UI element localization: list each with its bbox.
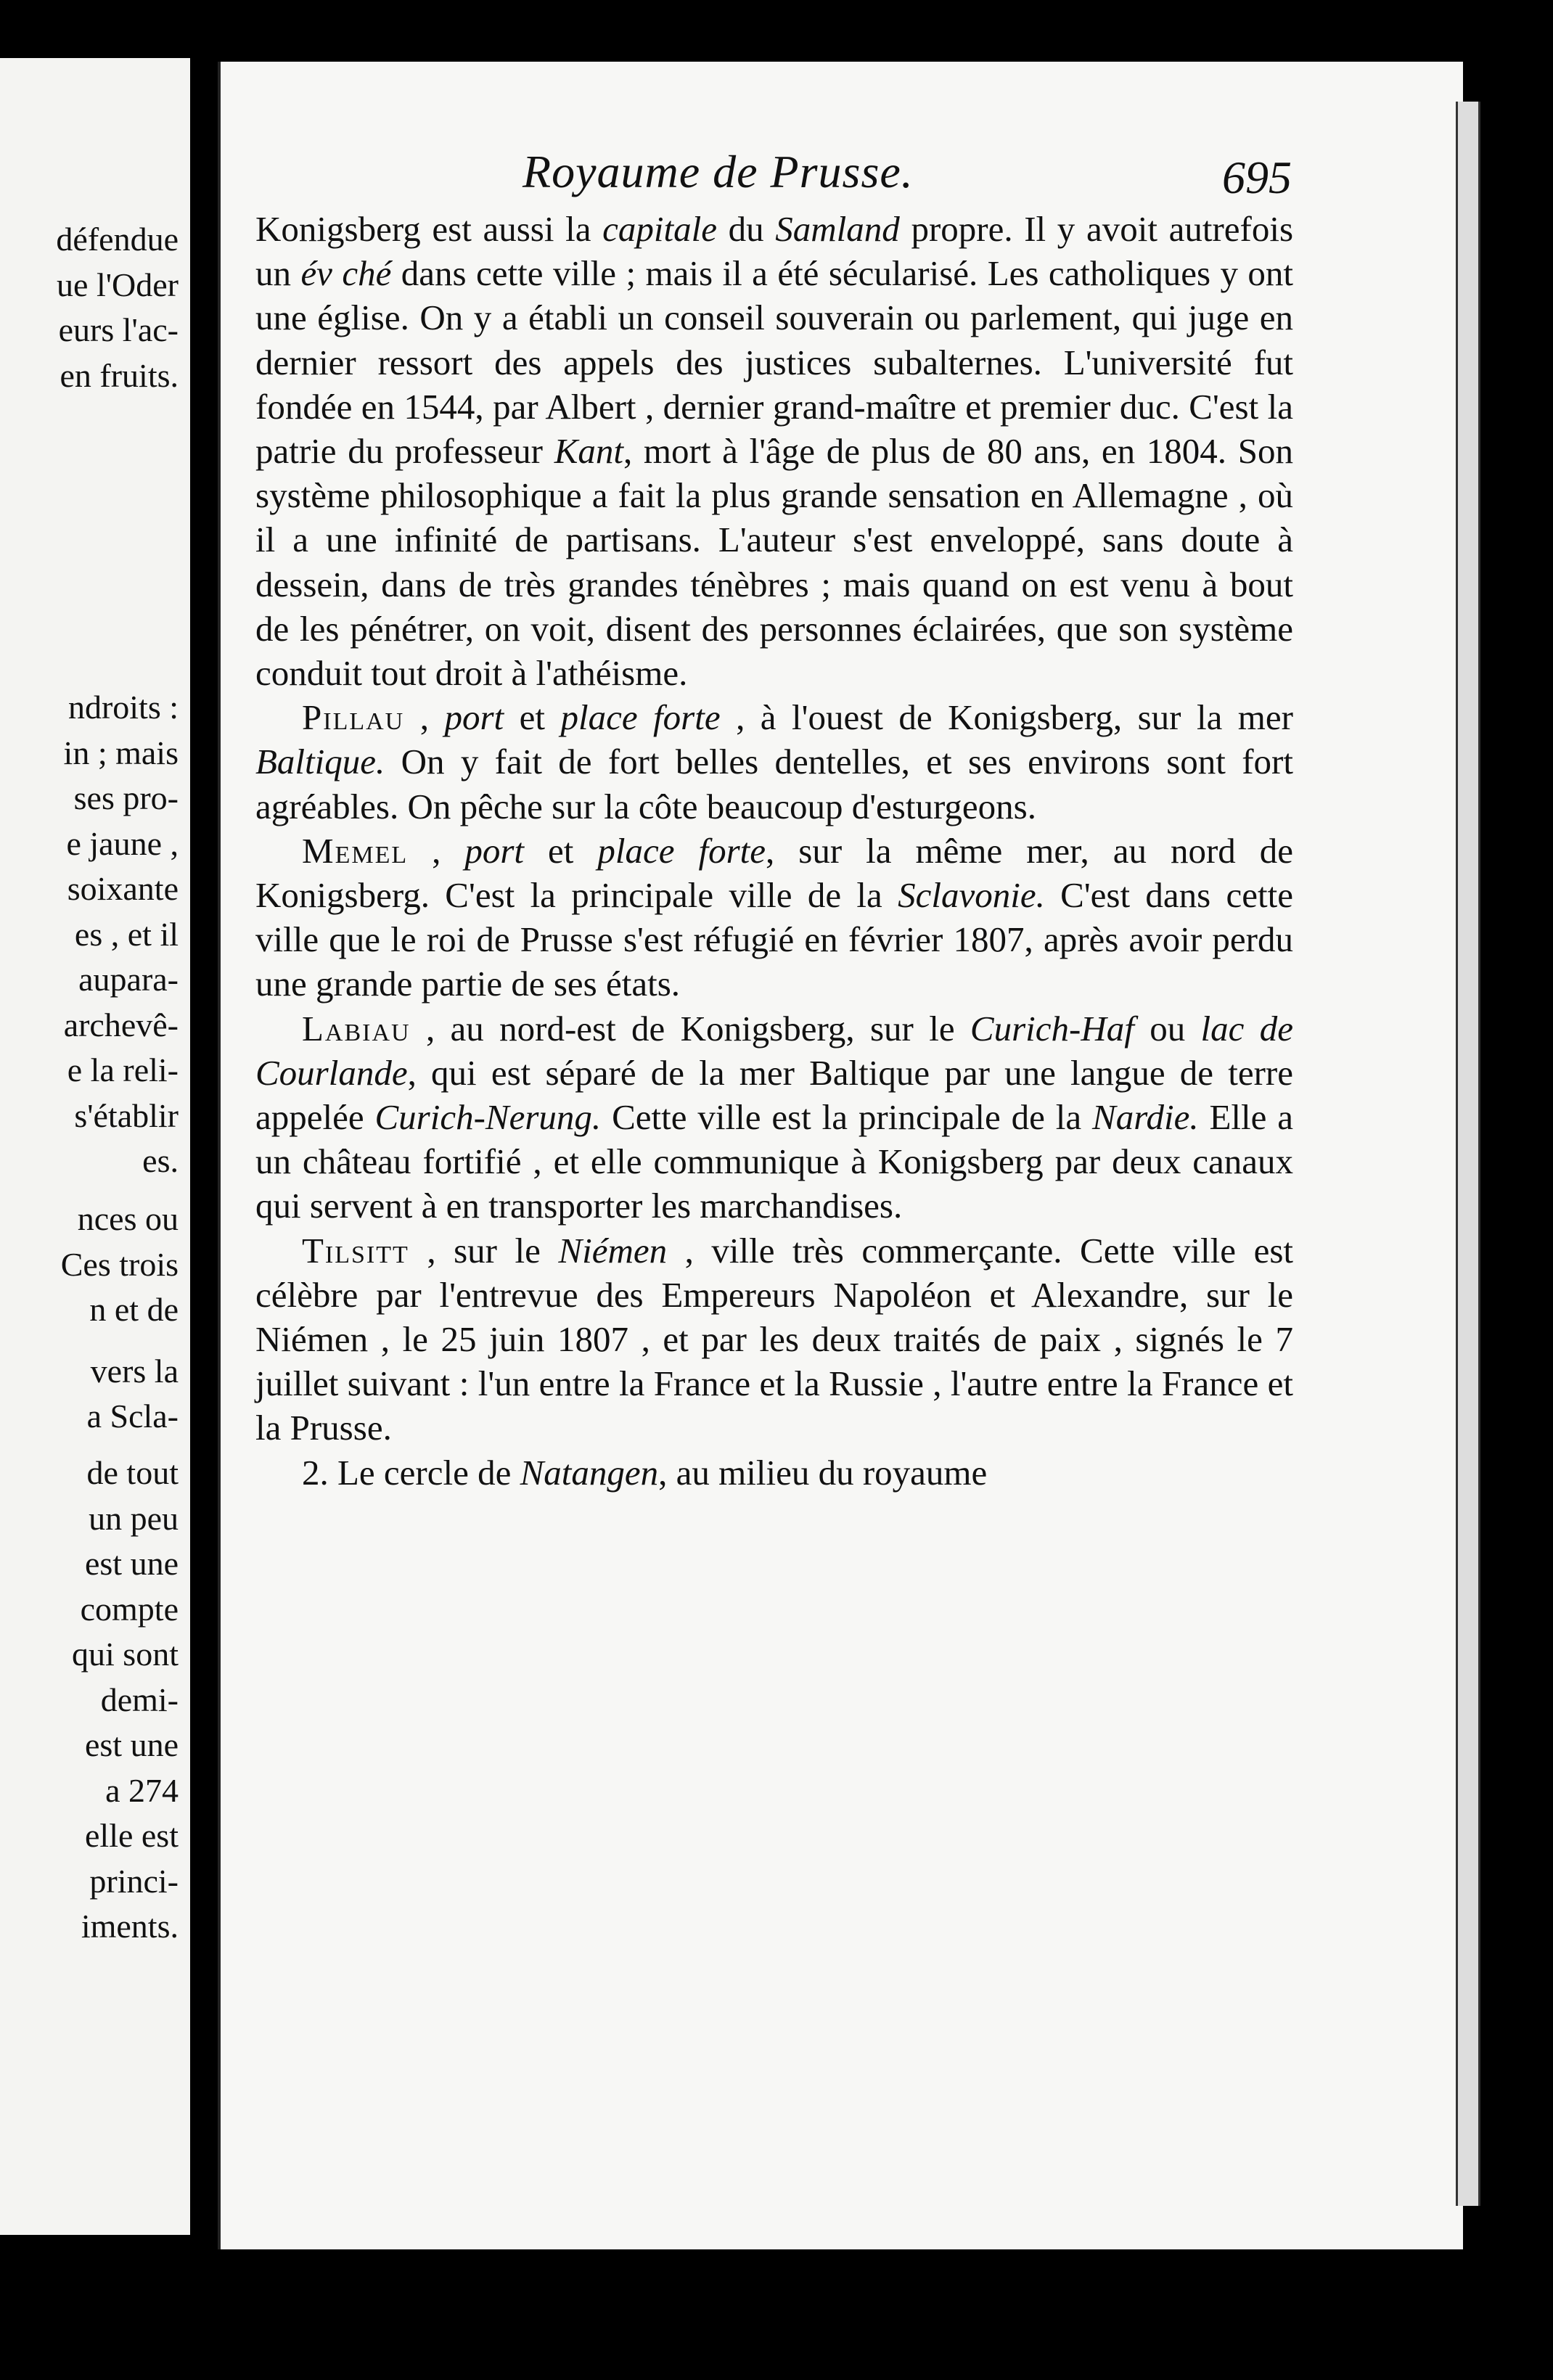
italic-term: Niémen (558, 1230, 668, 1271)
italic-term: place forte (597, 830, 766, 871)
facing-page-left (0, 58, 190, 2235)
text-run: propre. Il y avoit autrefois un (255, 209, 1294, 294)
left-page-line: e la reli- (67, 1051, 179, 1088)
italic-term: Kant (554, 431, 623, 472)
left-page-line: in ; mais (63, 734, 179, 771)
left-page-line: s'établir (74, 1097, 179, 1134)
left-page-line: n et de (89, 1291, 179, 1328)
text-run: , à l'ouest de Konigsberg, sur la mer (720, 697, 1293, 738)
text-run: C'est dans cette ville que le roi de Prusse s'est réfugié en février 1807, après avoir perdu une grande partie de ses états. (255, 875, 1293, 1004)
left-page-line: qui sont (72, 1636, 179, 1673)
italic-term: lac de Courlande (255, 1008, 1293, 1093)
left-page-line: défendue (56, 221, 179, 258)
text-run: , mort à l'âge de plus de 80 ans, en 1804. Son système philosophique a fait la plus grande sensation en Allemagne , où il a une infinité de partisans. L'auteur s'est enveloppé, sans doute à dessein, dans de très grandes ténèbres ; mais quand on est venu à bout de les pénétrer, on voit, disent des personnes éclairées, que son système conduit tout droit à l'athéisme. (255, 431, 1293, 694)
paragraph (255, 695, 1293, 829)
page-edge (1456, 102, 1480, 2206)
body-text (255, 207, 1293, 1495)
left-page-line: en fruits. (60, 357, 179, 394)
left-page-line: e jaune , (66, 825, 179, 862)
paragraph (255, 1006, 1293, 1228)
page-number: 695 (1222, 152, 1292, 203)
left-page-line: elle est (85, 1817, 179, 1854)
paragraph (255, 1228, 1293, 1450)
left-page-line: est une (84, 1545, 179, 1582)
text-run: , au milieu du royaume (658, 1452, 988, 1493)
italic-term: port (464, 830, 525, 871)
left-page-line: ndroits : (67, 689, 179, 726)
italic-term: capitale (602, 209, 717, 249)
left-page-line: es. (142, 1142, 179, 1179)
text-run: , sur la même mer, au nord de Konigsberg. C'est la principale ville de la (255, 830, 1293, 916)
paragraph (255, 829, 1293, 1006)
text-run: , ville très commerçante. Cette ville est célèbre par l'entrevue des Empereurs Napoléon et Alexandre, sur le Niémen , le 25 juin 1807 , et par les deux traités de paix , signés le 7 juillet suivant : l'un entre la France et la Russie , l'autre entre la France et la Prusse. (255, 1230, 1293, 1448)
italic-term: Natangen (520, 1452, 659, 1493)
paragraph (255, 207, 1293, 695)
left-page-line: ue l'Oder (57, 266, 179, 303)
text-run: ou (1134, 1008, 1201, 1049)
text-run: du (716, 209, 776, 249)
entry-heading: Labiau (302, 1008, 411, 1049)
book-gutter (190, 44, 219, 2307)
italic-term: év ché (300, 253, 392, 294)
left-page-line: archevê- (63, 1006, 179, 1043)
left-page-line: compte (80, 1591, 179, 1628)
text-run: et (524, 830, 598, 871)
text-run: , sur le (409, 1230, 559, 1271)
left-page-line: aupara- (78, 961, 179, 998)
italic-term: Curich-Nerung. (374, 1097, 602, 1138)
text-run: On y fait de fort belles dentelles, et ses environs sont fort agréables. On pêche sur la côte beaucoup d'esturgeons. (255, 742, 1293, 826)
left-page-line: es , et il (74, 916, 179, 953)
italic-term: Sclavonie. (898, 875, 1045, 916)
paragraph (255, 1450, 1293, 1495)
italic-term: Baltique. (255, 742, 385, 782)
left-page-line: a Scla- (86, 1398, 179, 1435)
left-page-line: eurs l'ac- (58, 311, 179, 348)
text-run: 2. Le cercle de (302, 1452, 520, 1493)
left-page-line: soixante (67, 870, 179, 907)
italic-term: Curich-Haf (970, 1008, 1134, 1049)
left-page-line: ses pro- (73, 779, 179, 816)
left-page-line: princi- (89, 1863, 179, 1900)
text-run: dans cette ville ; mais il a été sécularisé. Les catholiques y ont une église. On y a établi un conseil souverain ou parlement, qui juge en dernier ressort des appels des justices subalternes. L'université fut fondée en 1544, par Albert , dernier grand-maître et premier duc. C'est la patrie du professeur (255, 253, 1294, 472)
left-page-line: iments. (81, 1908, 179, 1945)
entry-heading: Tilsitt (302, 1230, 409, 1271)
text-run: , (408, 830, 465, 871)
page-header (305, 145, 1292, 210)
entry-heading: Memel (302, 830, 409, 871)
italic-term: place forte (560, 697, 721, 738)
left-page-line: Ces trois (60, 1246, 179, 1283)
left-page-line: est une (84, 1726, 179, 1763)
entry-heading: Pillau (302, 697, 405, 738)
italic-term: port (444, 697, 504, 738)
left-page-line: a 274 (105, 1772, 179, 1809)
text-run: Konigsberg est aussi la (255, 209, 603, 249)
italic-term: Nardie. (1092, 1097, 1199, 1138)
left-page-line: demi- (100, 1681, 179, 1718)
left-page-line: de tout (86, 1454, 179, 1491)
text-run: , qui est séparé de la mer Baltique par une langue de terre appelée (255, 1052, 1293, 1138)
running-title: Royaume de Prusse. (523, 146, 914, 197)
text-run: Elle a un château fortifié , et elle communique à Konigsberg par deux canaux qui servent à en transporter les marchandises. (255, 1097, 1294, 1226)
text-run: et (504, 697, 561, 738)
left-page-line: vers la (90, 1353, 179, 1390)
text-run: , au nord-est de Konigsberg, sur le (410, 1008, 970, 1049)
text-run: , (404, 697, 445, 738)
text-run: Cette ville est la principale de la (601, 1097, 1093, 1138)
italic-term: Samland (775, 209, 900, 249)
left-page-line: nces ou (77, 1200, 179, 1237)
left-page-line: un peu (89, 1500, 179, 1537)
